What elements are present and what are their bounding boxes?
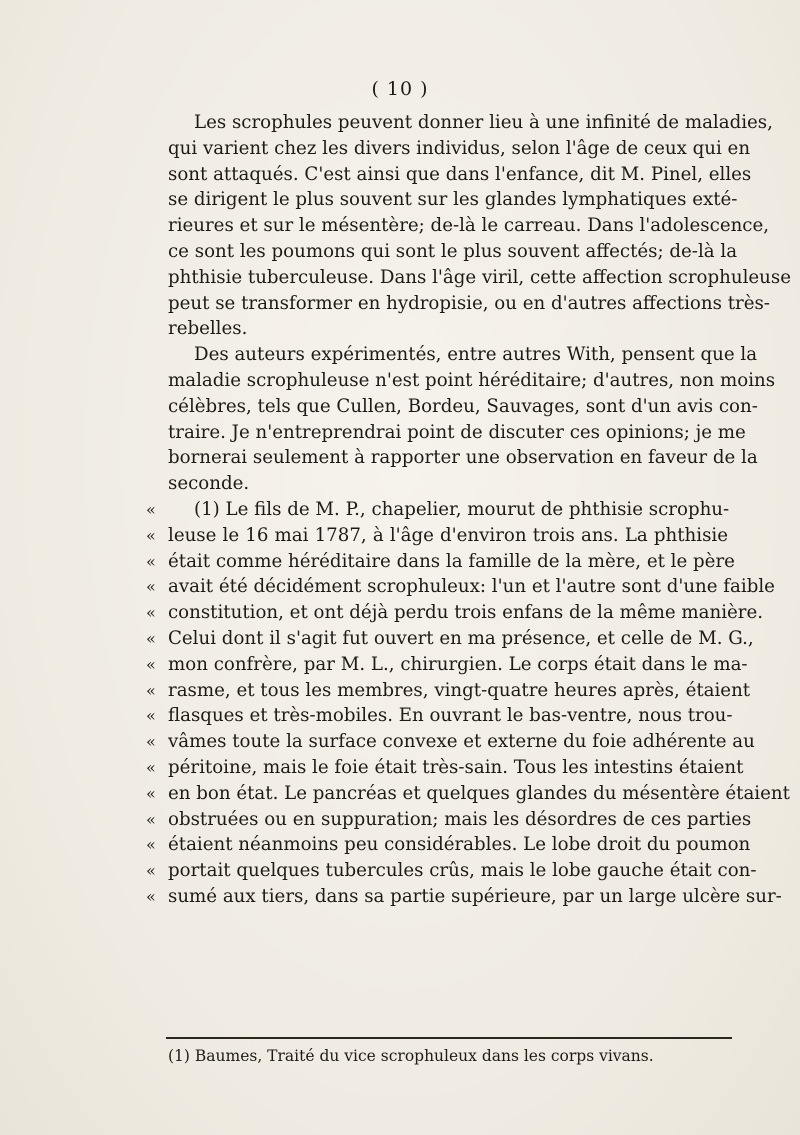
text-line: peut se transformer en hydropisie, ou en d'autres affections très-: [168, 292, 770, 314]
footnote: (1) Baumes, Traité du vice scrophuleux dans les corps vivans.: [168, 1047, 654, 1065]
quoted-line: « (1) Le fils de M. P., chapelier, mourut de phthisie scrophu-: [168, 497, 728, 523]
text-line: bornerai seulement à rapporter une observation en faveur de la: [168, 447, 758, 469]
text-line: phthisie tuberculeuse. Dans l'âge viril, cette affection scrophuleuse: [168, 266, 791, 288]
quoted-line: « portait quelques tubercules crûs, mais le lobe gauche était con-: [168, 858, 728, 884]
body-text: [168, 110, 791, 910]
quoted-line: « constitution, et ont déjà perdu trois enfans de la même manière.: [168, 600, 728, 626]
text-line: Les scrophules peuvent donner lieu à une infinité de maladies,: [194, 112, 773, 133]
page-number: ( 10 ): [371, 78, 429, 100]
quoted-line: « sumé aux tiers, dans sa partie supérieure, par un large ulcère sur-: [168, 884, 728, 910]
text-line: rieures et sur le mésentère; de-là le carreau. Dans l'adolescence,: [168, 215, 770, 237]
quoted-observation: [168, 497, 790, 910]
text-line: sont attaqués. C'est ainsi que dans l'enfance, dit M. Pinel, elles: [168, 163, 752, 185]
quoted-line: « mon confrère, par M. L., chirurgien. Le corps était dans le ma-: [168, 652, 728, 678]
quoted-line: « flasques et très-mobiles. En ouvrant le bas-ventre, nous trou-: [168, 703, 728, 729]
paragraph-1: [168, 110, 791, 342]
quoted-line: « en bon état. Le pancréas et quelques glandes du mésentère étaient: [168, 781, 728, 807]
quoted-line: « obstruées ou en suppuration; mais les désordres de ces parties: [168, 807, 728, 833]
paragraph-2: [168, 342, 776, 497]
text-line: qui varient chez les divers individus, selon l'âge de ceux qui en: [168, 137, 751, 159]
text-line: Des auteurs expérimentés, entre autres With, pensent que la: [194, 344, 758, 366]
quoted-line: « étaient néanmoins peu considérables. Le lobe droit du poumon: [168, 832, 728, 858]
quoted-line: « leuse le 16 mai 1787, à l'âge d'environ trois ans. La phthisie: [168, 523, 728, 549]
text-line: célèbres, tels que Cullen, Bordeu, Sauvages, sont d'un avis con-: [168, 395, 758, 417]
quoted-line: « était comme héréditaire dans la famille de la mère, et le père: [168, 549, 728, 575]
footnote-divider: [166, 1037, 732, 1039]
text-line: seconde.: [168, 473, 250, 495]
text-line: rebelles.: [168, 318, 248, 340]
quoted-line: « vâmes toute la surface convexe et externe du foie adhérente au: [168, 729, 728, 755]
quoted-line: « péritoine, mais le foie était très-sain. Tous les intestins étaient: [168, 755, 728, 781]
text-line: se dirigent le plus souvent sur les glandes lymphatiques exté-: [168, 189, 738, 211]
quoted-line: « Celui dont il s'agit fut ouvert en ma présence, et celle de M. G.,: [168, 626, 728, 652]
quoted-line: « avait été décidément scrophuleux: l'un et l'autre sont d'une faible: [168, 574, 728, 600]
text-line: ce sont les poumons qui sont le plus souvent affectés; de-là la: [168, 240, 738, 262]
text-line: maladie scrophuleuse n'est point héréditaire; d'autres, non moins: [168, 369, 776, 391]
text-line: traire. Je n'entreprendrai point de discuter ces opinions; je me: [168, 421, 746, 443]
quoted-line: « rasme, et tous les membres, vingt-quatre heures après, étaient: [168, 678, 728, 704]
